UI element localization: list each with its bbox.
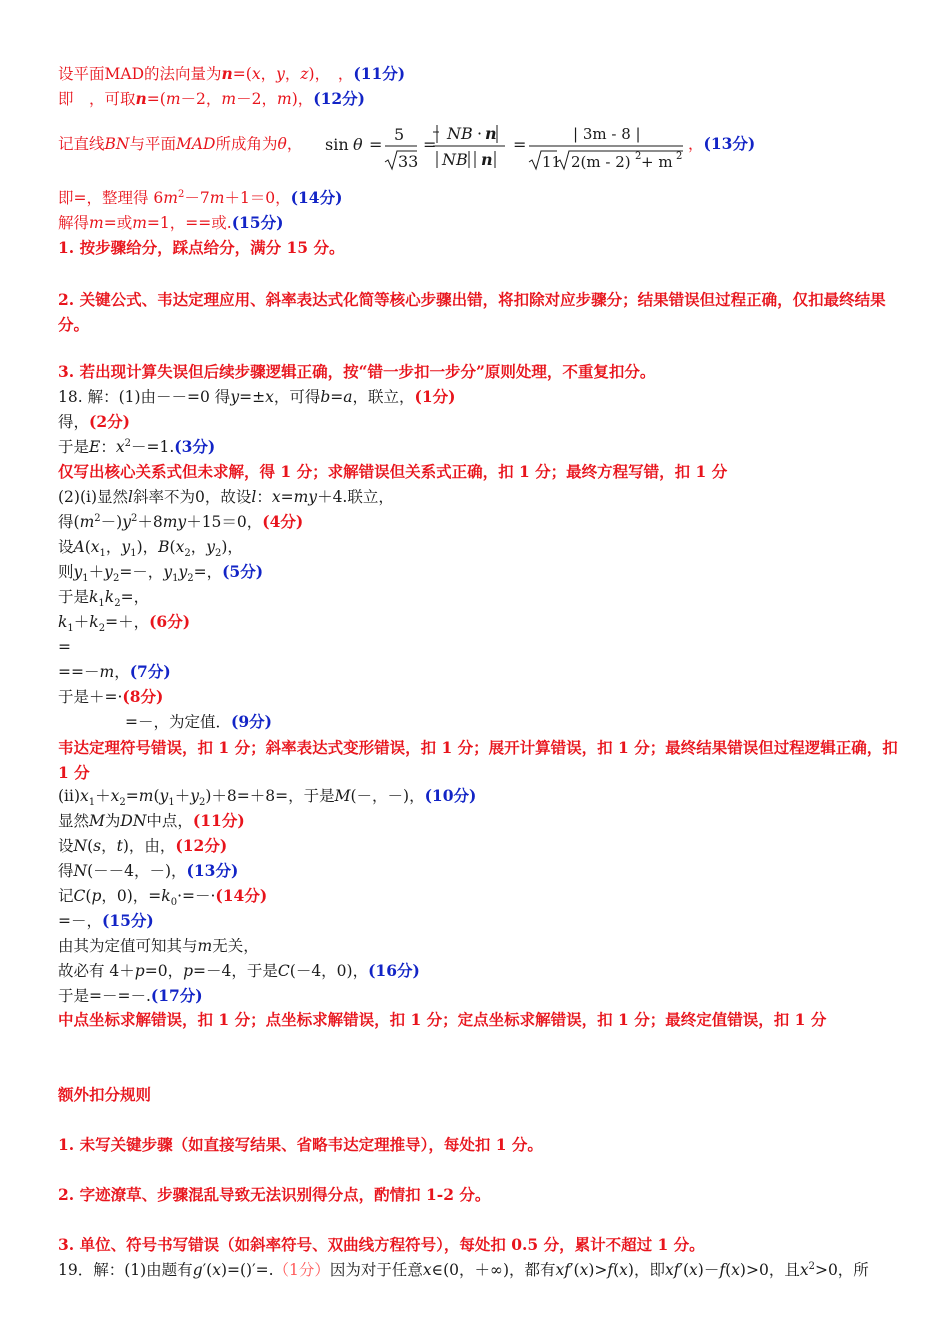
subscript: 2 bbox=[187, 573, 194, 585]
text: 由其为定值可知其与 bbox=[58, 937, 198, 955]
text: 为 bbox=[104, 812, 121, 830]
score-16: (16分) bbox=[368, 961, 420, 980]
text: =( bbox=[146, 90, 166, 108]
var-a: A bbox=[73, 538, 85, 556]
q18-part2-ii-line-5 bbox=[58, 885, 267, 907]
text: ∈(0，＋∞)，都有 bbox=[431, 1261, 556, 1279]
score-11: (11分) bbox=[192, 811, 245, 830]
score-13: (13分) bbox=[703, 134, 756, 153]
var-my: my bbox=[293, 488, 318, 506]
text: 于是 bbox=[58, 438, 90, 456]
extra-rule-2: 2. 字迹潦草、步骤混乱导致无法识别得分点，酌情扣 1-2 分。 bbox=[58, 1185, 491, 1204]
text: )，由， bbox=[122, 837, 176, 855]
text: ′( bbox=[569, 1261, 580, 1279]
exponent: 2 bbox=[177, 188, 185, 200]
var-c-point: C bbox=[73, 887, 86, 905]
vector-n: n bbox=[135, 89, 147, 108]
text: ′( bbox=[202, 1261, 213, 1279]
text: =， bbox=[120, 588, 150, 606]
extra-rules-title: 额外扣分规则 bbox=[58, 1085, 152, 1104]
var-x1: x bbox=[80, 787, 89, 805]
text: ( bbox=[84, 538, 91, 556]
text: 设 bbox=[58, 538, 74, 556]
subscript: 1 bbox=[130, 548, 137, 560]
var-x2: x bbox=[110, 787, 120, 805]
sqrt-33: 33 bbox=[398, 152, 419, 171]
var-k1: k bbox=[58, 613, 68, 631]
text: 记 bbox=[58, 887, 74, 905]
score-8: (8分) bbox=[122, 687, 164, 706]
var-xf: xf bbox=[664, 1261, 680, 1279]
var-m: m bbox=[163, 189, 178, 207]
q18-part2-line-4 bbox=[58, 561, 263, 583]
subscript: 2 bbox=[198, 797, 206, 809]
q18-part2-line-2 bbox=[58, 511, 303, 533]
numerator-right: | 3m - 8 | bbox=[573, 125, 641, 143]
text: =－， bbox=[58, 912, 102, 930]
subscript: 1 bbox=[98, 598, 105, 610]
text: 故必有 4＋ bbox=[58, 962, 135, 980]
var-x: x bbox=[422, 1261, 432, 1279]
text: －) bbox=[100, 513, 123, 531]
rule-2: 2. 关键公式、韦达定理应用、斜率表达式化简等核心步骤出错，将扣除对应步骤分；结果错误但过程正确，仅扣最终结果分。 bbox=[58, 290, 886, 334]
q18-part2-ii-line-6 bbox=[58, 910, 154, 932]
var-t: t bbox=[116, 837, 123, 855]
nb-vector: NB bbox=[447, 124, 473, 143]
score-4: (4分) bbox=[262, 512, 304, 531]
text: 19．解：(1)由题有 bbox=[58, 1261, 193, 1279]
text: )－ bbox=[697, 1261, 720, 1279]
text: ( bbox=[85, 887, 92, 905]
text: ， bbox=[190, 538, 207, 556]
var-y: y bbox=[122, 513, 131, 531]
text: )＋8=＋8=，于是 bbox=[205, 787, 335, 805]
text: ， bbox=[284, 65, 301, 83]
score-9: (9分) bbox=[231, 712, 272, 731]
var-theta: θ bbox=[277, 135, 287, 153]
score-10: (10分) bbox=[424, 786, 477, 805]
text: =－4，于是 bbox=[193, 962, 278, 980]
var-k2: k bbox=[89, 613, 99, 631]
subscript: 1 bbox=[82, 573, 89, 585]
text: ， bbox=[101, 837, 117, 855]
var-y2: y bbox=[104, 563, 113, 581]
text: (－，－)， bbox=[350, 787, 425, 805]
rule-4: 仅写出核心关系式但未求解，得 1 分；求解错误但关系式正确，扣 1 分；最终方程写错，扣 1 分 bbox=[58, 462, 728, 481]
var-x: x bbox=[271, 488, 281, 506]
var-bn: BN bbox=[104, 135, 130, 153]
vector-n: n bbox=[221, 64, 233, 83]
q18-part2-line-10 bbox=[125, 711, 272, 733]
text: ＋1＝0， bbox=[224, 189, 291, 207]
text: 显然 bbox=[58, 812, 90, 830]
line-take-n bbox=[58, 88, 365, 110]
var-m: m bbox=[197, 937, 213, 955]
text: )>0，且 bbox=[739, 1261, 800, 1279]
var-f: f bbox=[719, 1261, 726, 1279]
var-p: p bbox=[91, 887, 102, 905]
var-x: x bbox=[689, 1261, 698, 1279]
subscript: 1 bbox=[99, 548, 106, 560]
text: 斜率不为0，故设 bbox=[132, 488, 252, 506]
text: =( bbox=[232, 65, 252, 83]
var-e: E bbox=[89, 438, 101, 456]
text: =－，为定值． bbox=[125, 713, 231, 731]
rule-1: 1. 按步骤给分，踩点给分，满分 15 分。 bbox=[58, 238, 345, 257]
var-m: m bbox=[221, 90, 237, 108]
eq-sign: = bbox=[423, 135, 437, 154]
subscript: 2 bbox=[114, 598, 121, 610]
var-f: f bbox=[607, 1261, 614, 1279]
text: 中点， bbox=[146, 812, 193, 830]
q18-part2-ii-line-2 bbox=[58, 810, 245, 832]
q18-part2-line-1 bbox=[58, 486, 394, 508]
text: 得( bbox=[58, 513, 80, 531]
text: )> bbox=[588, 1261, 608, 1279]
rule-5: 韦达定理符号错误，扣 1 分；斜率表达式变形错误，扣 1 分；展开计算错误，扣 1 分；最终结果错误但过程逻辑正确，扣 1 分 bbox=[58, 738, 898, 782]
text: )， bbox=[291, 90, 314, 108]
text: ( bbox=[87, 837, 94, 855]
text: 于是 bbox=[58, 588, 90, 606]
q18-part2-ii-line-1 bbox=[58, 785, 476, 807]
exponent: 2 bbox=[808, 1260, 815, 1272]
text: )， bbox=[136, 538, 159, 556]
subscript: 2 bbox=[214, 548, 222, 560]
var-x: x bbox=[265, 388, 274, 406]
text: =＋， bbox=[105, 613, 150, 631]
text: ·=－· bbox=[177, 887, 216, 905]
text: ( bbox=[153, 787, 160, 805]
q18-part2-ii-line-7 bbox=[58, 935, 259, 957]
var-m: m bbox=[209, 189, 225, 207]
text: ＋4.联立， bbox=[317, 488, 394, 506]
q18-part2-ii-line-9 bbox=[58, 985, 203, 1007]
subscript: 2 bbox=[184, 548, 191, 560]
text: ( bbox=[725, 1261, 732, 1279]
var-mad: MAD bbox=[175, 135, 216, 153]
exponent: 2 bbox=[635, 151, 642, 162]
text: 得， bbox=[58, 413, 90, 431]
q18-part2-line-6 bbox=[58, 611, 190, 633]
var-p: p bbox=[183, 962, 194, 980]
text: =± bbox=[239, 388, 266, 406]
line-solve-m bbox=[58, 212, 283, 234]
text: ， bbox=[286, 135, 303, 153]
q18-part2-line-8 bbox=[58, 661, 171, 683]
text: (2)(ⅰ)显然 bbox=[58, 488, 129, 506]
text: >0，所 bbox=[814, 1261, 869, 1279]
eq-sign: = bbox=[369, 135, 383, 154]
text: ， bbox=[260, 65, 277, 83]
score-7: (7分) bbox=[129, 662, 171, 681]
score-6: (6分) bbox=[149, 612, 191, 631]
num-five: 5 bbox=[394, 125, 405, 144]
score-2: (2分) bbox=[89, 412, 130, 431]
text: 设平面MAD的法向量为 bbox=[58, 65, 222, 83]
exponent: 2 bbox=[124, 437, 131, 449]
text: 与平面 bbox=[129, 135, 176, 153]
var-x: x bbox=[731, 1261, 740, 1279]
text: (－－4，－)， bbox=[87, 862, 187, 880]
var-z: z bbox=[300, 65, 309, 83]
var-x: x bbox=[115, 438, 125, 456]
var-k0: k bbox=[161, 887, 171, 905]
text: ， bbox=[114, 663, 130, 681]
text: =或 bbox=[103, 214, 133, 232]
var-y: y bbox=[230, 388, 240, 406]
text: －=1. bbox=[130, 438, 175, 456]
text: ＋15＝0， bbox=[186, 513, 263, 531]
var-m: m bbox=[277, 90, 292, 108]
score-13: (13分) bbox=[186, 861, 239, 880]
text: 即 ，可取 bbox=[58, 90, 136, 108]
text: ==－ bbox=[58, 663, 100, 681]
var-y2: y bbox=[206, 538, 215, 556]
var-m-point: M bbox=[334, 787, 351, 805]
theta-symbol: θ bbox=[353, 135, 363, 154]
score-15: (15分) bbox=[102, 911, 154, 930]
n-vector: n bbox=[481, 150, 493, 169]
q18-part2-line-5 bbox=[58, 586, 149, 608]
q18-part2-line-9 bbox=[58, 686, 163, 708]
subscript: 2 bbox=[119, 797, 126, 809]
text: = bbox=[330, 388, 344, 406]
dot-symbol: · bbox=[477, 124, 483, 143]
var-b: B bbox=[158, 538, 170, 556]
var-x: x bbox=[799, 1261, 809, 1279]
text: = bbox=[280, 488, 294, 506]
var-m: m bbox=[165, 90, 181, 108]
subscript: 2 bbox=[112, 573, 120, 585]
var-m: m bbox=[132, 214, 147, 232]
q18-line-3 bbox=[58, 436, 215, 458]
text: －2， bbox=[180, 90, 222, 108]
var-y2: y bbox=[178, 563, 188, 581]
denominator-tail: + m bbox=[641, 153, 673, 171]
score-14: (14分) bbox=[215, 886, 268, 905]
line-angle-score bbox=[688, 133, 755, 155]
subscript: 2 bbox=[98, 623, 106, 635]
n-vector: n bbox=[485, 124, 497, 143]
text: )，即 bbox=[627, 1261, 665, 1279]
rule-3: 3. 若出现计算失误但后续步骤逻辑正确，按“错一步扣一步分”原则处理，不重复扣分。 bbox=[58, 362, 656, 381]
q18-line-2 bbox=[58, 411, 130, 433]
text: ， bbox=[688, 135, 704, 153]
extra-rule-1: 1. 未写关键步骤（如直接写结果、省略韦达定理推导），每处扣 1 分。 bbox=[58, 1135, 543, 1154]
subscript: 1 bbox=[172, 573, 179, 585]
text: 即=，整理得 6 bbox=[58, 189, 164, 207]
var-x1: x bbox=[90, 538, 100, 556]
text: ′( bbox=[679, 1261, 690, 1279]
var-y2: y bbox=[190, 787, 199, 805]
text: 无关， bbox=[212, 937, 259, 955]
text: 解得 bbox=[58, 214, 90, 232]
var-dn: DN bbox=[120, 812, 147, 830]
extra-rule-3: 3. 单位、符号书写错误（如斜率符号、双曲线方程符号），每处扣 0.5 分，累计不超过 1 分。 bbox=[58, 1235, 705, 1254]
var-g: g bbox=[192, 1261, 203, 1279]
line-angle-theta bbox=[58, 133, 302, 155]
text: 得 bbox=[58, 862, 74, 880]
var-y1: y bbox=[159, 787, 169, 805]
eq-sign: = bbox=[513, 135, 527, 154]
var-m: m bbox=[138, 787, 154, 805]
text: ＋ bbox=[174, 787, 191, 805]
text: ＋8 bbox=[137, 513, 163, 531]
text: )=()′=. bbox=[220, 1261, 274, 1279]
text: =0， bbox=[144, 962, 184, 980]
text: (－4，0)， bbox=[289, 962, 369, 980]
var-y: y bbox=[276, 65, 285, 83]
var-n-point: N bbox=[73, 862, 88, 880]
var-x2: x bbox=[175, 538, 185, 556]
sqrt-11: 11 bbox=[542, 153, 562, 171]
text: ＋ bbox=[73, 613, 90, 631]
text: ， bbox=[105, 538, 122, 556]
score-1: (1分) bbox=[414, 387, 456, 406]
score-14: (14分) bbox=[290, 188, 343, 207]
var-x: x bbox=[212, 1261, 221, 1279]
var-k2: k bbox=[104, 588, 115, 606]
text: )， bbox=[221, 538, 243, 556]
text: =， bbox=[193, 563, 223, 581]
var-c-point: C bbox=[277, 962, 290, 980]
var-y1: y bbox=[163, 563, 173, 581]
score-11: (11分) bbox=[353, 64, 406, 83]
text: ： bbox=[100, 438, 116, 456]
q19-line-1 bbox=[58, 1259, 869, 1281]
subscript: 1 bbox=[168, 797, 175, 809]
line-normal-vector bbox=[58, 63, 405, 85]
var-xf: xf bbox=[555, 1261, 570, 1279]
var-x: x bbox=[251, 65, 261, 83]
text: = bbox=[125, 787, 139, 805]
rule-6: 中点坐标求解错误，扣 1 分；点坐标求解错误，扣 1 分；定点坐标求解错误，扣 1 分；最终定值错误，扣 1 分 bbox=[58, 1010, 827, 1029]
text: 于是=－=－. bbox=[58, 987, 151, 1005]
var-m-point: M bbox=[89, 812, 105, 830]
q18-line-1 bbox=[58, 386, 455, 408]
var-m: m bbox=[89, 214, 104, 232]
var-a: a bbox=[343, 388, 353, 406]
score-12: (12分) bbox=[313, 89, 366, 108]
subscript: 1 bbox=[88, 797, 96, 809]
text: 因为对于任意 bbox=[329, 1261, 423, 1279]
var-my: my bbox=[162, 513, 187, 531]
score-12: (12分) bbox=[175, 836, 228, 855]
var-n-point: N bbox=[73, 837, 88, 855]
text: =－， bbox=[119, 563, 164, 581]
text: =1，==或. bbox=[146, 214, 232, 232]
var-m: m bbox=[79, 513, 95, 531]
var-s: s bbox=[93, 837, 102, 855]
subscript: 1 bbox=[67, 623, 74, 635]
subscript: 0 bbox=[170, 897, 178, 909]
text: ＋ bbox=[88, 563, 105, 581]
text: ： bbox=[256, 488, 272, 506]
exponent: 2 bbox=[130, 512, 138, 524]
score-17: (17分) bbox=[150, 986, 203, 1005]
exponent: 2 bbox=[94, 512, 101, 524]
text: ，0)，= bbox=[101, 887, 162, 905]
line-simplify bbox=[58, 187, 342, 209]
text: 于是＋=· bbox=[58, 688, 123, 706]
text: 18. 解：(1)由－－=0 得 bbox=[58, 388, 231, 406]
text: 所成角为 bbox=[215, 135, 278, 153]
q18-part2-line-7: = bbox=[58, 638, 71, 656]
nb-vector: NB bbox=[442, 150, 468, 169]
text: 记直线 bbox=[58, 135, 105, 153]
exponent: 2 bbox=[676, 151, 683, 162]
q18-part2-line-3 bbox=[58, 536, 243, 558]
var-l: l bbox=[128, 488, 133, 506]
var-y1: y bbox=[121, 538, 131, 556]
text: 设 bbox=[58, 837, 74, 855]
var-b: b bbox=[320, 388, 331, 406]
text: ，联立， bbox=[352, 388, 415, 406]
score-3: (3分) bbox=[174, 437, 216, 456]
text: )， ， bbox=[308, 65, 354, 83]
text: ，可得 bbox=[273, 388, 321, 406]
var-m: m bbox=[99, 663, 115, 681]
var-x: x bbox=[619, 1261, 628, 1279]
var-k1: k bbox=[89, 588, 99, 606]
q18-part2-ii-line-3 bbox=[58, 835, 227, 857]
var-l: l bbox=[251, 488, 257, 506]
text: －2， bbox=[236, 90, 277, 108]
score-15: (15分) bbox=[231, 213, 284, 232]
text: ＋ bbox=[95, 787, 111, 805]
q18-part2-ii-line-4 bbox=[58, 860, 238, 882]
q18-part2-ii-line-8 bbox=[58, 960, 420, 982]
denominator-mid: 2(m - 2) bbox=[571, 153, 631, 171]
score-5: (5分) bbox=[222, 562, 264, 581]
var-y1: y bbox=[73, 563, 83, 581]
text: (ⅱ) bbox=[58, 787, 81, 805]
text: ( bbox=[169, 538, 176, 556]
var-x: x bbox=[579, 1261, 589, 1279]
text: ( bbox=[613, 1261, 620, 1279]
var-p: p bbox=[134, 962, 145, 980]
score-1: （1分） bbox=[273, 1261, 330, 1279]
sin-text: sin bbox=[325, 135, 349, 154]
text: －7 bbox=[184, 189, 210, 207]
text: 则 bbox=[58, 563, 74, 581]
